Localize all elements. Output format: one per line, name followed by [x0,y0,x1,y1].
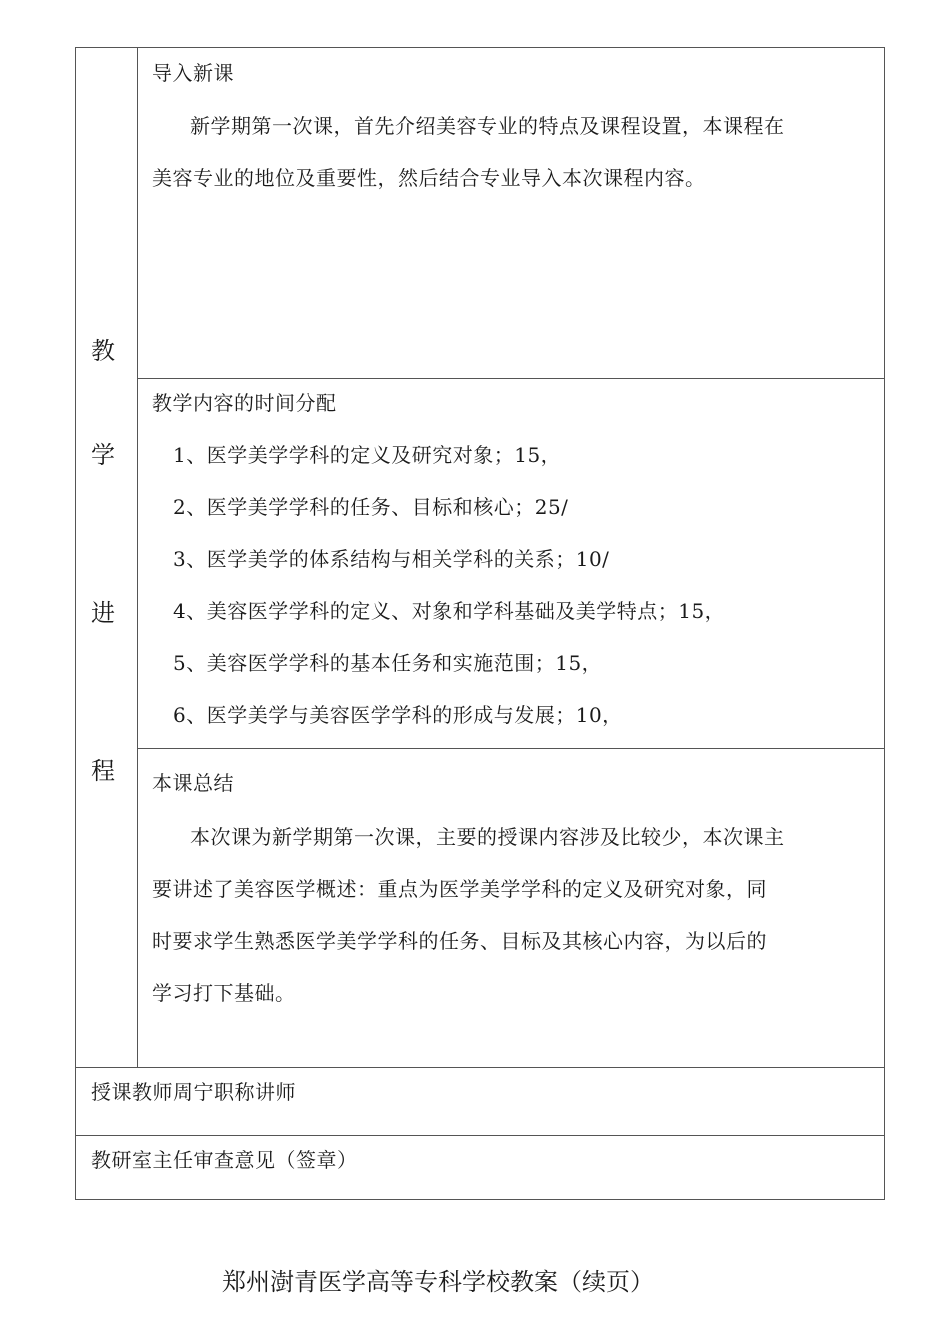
intro-heading: 导入新课 [152,61,234,85]
process-block-divider [75,1067,885,1068]
intro-divider [137,378,885,379]
table-border-top [75,47,885,48]
time-item-6: 6、医学美学与美容医学学科的形成与发展；10， [173,703,623,727]
intro-line-1: 新学期第一次课，首先介绍美容专业的特点及课程设置，本课程在 [190,114,785,138]
teacher-row: 授课教师周宁职称讲师 [91,1080,296,1104]
label-column-divider [137,47,138,1068]
time-item-1: 1、医学美学学科的定义及研究对象；15， [173,443,562,467]
table-border-left [75,47,76,1200]
time-item-2: 2、医学美学学科的任务、目标和核心；25/ [173,495,569,519]
side-label-char-2: 学 [91,441,115,469]
side-label-char-3: 进 [91,599,115,627]
time-allocation-heading: 教学内容的时间分配 [152,391,337,415]
side-label-char-1: 教 [91,337,115,365]
time-item-4: 4、美容医学学科的定义、对象和学科基础及美学特点；15， [173,599,726,623]
summary-line-1: 本次课为新学期第一次课，主要的授课内容涉及比较少，本次课主 [190,825,785,849]
side-label-char-4: 程 [91,757,115,785]
intro-line-2: 美容专业的地位及重要性，然后结合专业导入本次课程内容。 [152,166,706,190]
time-item-3: 3、医学美学的体系结构与相关学科的关系；10/ [173,547,610,571]
summary-line-4: 学习打下基础。 [152,981,296,1005]
table-border-bottom [75,1199,885,1200]
footer-title: 郑州澍青医学高等专科学校教案（续页） [222,1268,654,1296]
teacher-row-divider [75,1135,885,1136]
summary-line-2: 要讲述了美容医学概述：重点为医学美学学科的定义及研究对象，同 [152,877,767,901]
table-border-right [884,47,885,1200]
review-row: 教研室主任审查意见（签章） [91,1148,358,1172]
summary-heading: 本课总结 [152,771,234,795]
time-item-5: 5、美容医学学科的基本任务和实施范围；15， [173,651,603,675]
summary-line-3: 时要求学生熟悉医学美学学科的任务、目标及其核心内容，为以后的 [152,929,767,953]
time-allocation-divider [137,748,885,749]
